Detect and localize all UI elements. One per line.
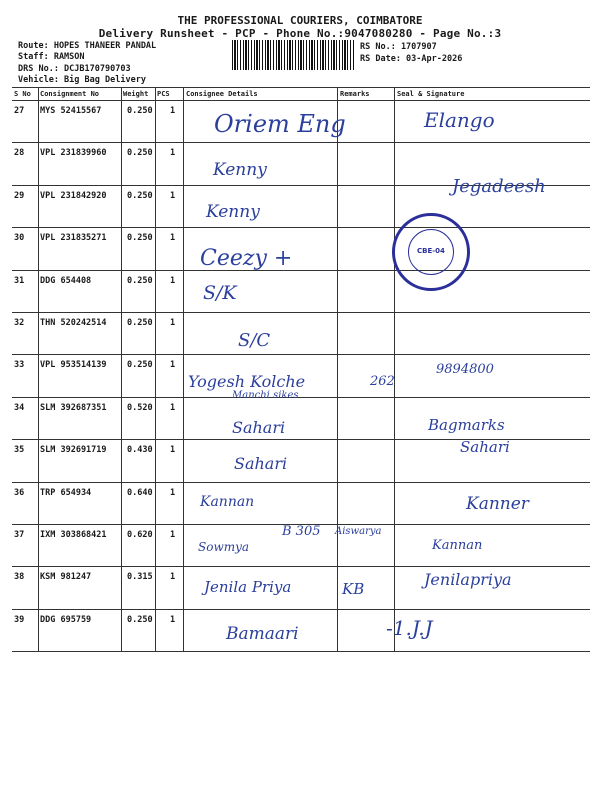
row-pcs: 1 bbox=[170, 106, 176, 116]
col-weight: Weight bbox=[123, 90, 149, 98]
handwriting-remark: 262 bbox=[370, 374, 395, 389]
row-weight: 0.250 bbox=[127, 360, 153, 371]
row-sno: 39 bbox=[14, 614, 25, 625]
runsheet-table bbox=[12, 87, 590, 651]
handwriting-signature: Kannan bbox=[432, 538, 483, 553]
drs-number: DRS No.: DCJB170790703 bbox=[18, 64, 131, 74]
col-consignee: Consignee Details bbox=[186, 90, 258, 98]
row-weight: 0.250 bbox=[127, 106, 153, 116]
col-pcs: PCS bbox=[157, 90, 170, 98]
row-consignment-number: SLM 392687351 bbox=[40, 402, 107, 413]
handwriting-consignee: Sahari bbox=[232, 418, 286, 437]
row-pcs: 1 bbox=[170, 275, 176, 286]
handwriting-remark: B 305 bbox=[282, 524, 321, 539]
table-row bbox=[12, 227, 590, 270]
row-pcs: 1 bbox=[170, 402, 176, 413]
runsheet-title: THE PROFESSIONAL COURIERS, COIMBATORE bbox=[177, 14, 423, 27]
row-sno: 29 bbox=[14, 190, 25, 201]
row-weight: 0.430 bbox=[127, 445, 153, 456]
vehicle-label: Vehicle: Big Bag Delivery bbox=[18, 75, 146, 85]
staff-label: Staff: RAMSON bbox=[18, 52, 85, 62]
row-pcs: 1 bbox=[170, 360, 176, 371]
rs-number: RS No.: 1707907 bbox=[360, 42, 437, 52]
handwriting-consignee: Oriem Eng bbox=[214, 110, 346, 138]
row-pcs: 1 bbox=[170, 487, 176, 498]
row-consignment-number: DDG 654408 bbox=[40, 275, 92, 286]
handwriting-consignee: Sowmya bbox=[198, 540, 250, 554]
row-consignment-number: TRP 654934 bbox=[40, 487, 92, 498]
row-pcs: 1 bbox=[170, 530, 176, 540]
row-weight: 0.315 bbox=[127, 572, 153, 583]
handwriting-consignee: Manchi sikes bbox=[232, 390, 299, 401]
row-sno: 36 bbox=[14, 487, 25, 498]
handwriting-signature: -1.J.J bbox=[386, 616, 433, 640]
handwriting-consignee: Jenila Priya bbox=[204, 578, 292, 596]
row-sno: 27 bbox=[14, 106, 25, 116]
handwriting-consignee: S/K bbox=[203, 282, 237, 304]
handwriting-signature: Jegadeesh bbox=[452, 176, 546, 197]
row-weight: 0.250 bbox=[127, 275, 153, 286]
row-pcs: 1 bbox=[170, 445, 176, 456]
row-consignment-number: MYS 52415567 bbox=[40, 106, 102, 116]
row-sno: 31 bbox=[14, 275, 25, 286]
handwriting-remark: KB bbox=[342, 580, 365, 598]
handwriting-signature: 9894800 bbox=[436, 362, 494, 377]
handwriting-consignee: Kenny bbox=[213, 160, 267, 180]
handwriting-consignee: Yogesh Kolche bbox=[188, 372, 306, 391]
handwriting-remark: Aiswarya bbox=[335, 526, 382, 537]
row-weight: 0.520 bbox=[127, 402, 153, 413]
row-weight: 0.250 bbox=[127, 190, 153, 201]
table-row bbox=[12, 270, 590, 313]
runsheet-subtitle: Delivery Runsheet - PCP - Phone No.:9047080280 - Page No.:3 bbox=[98, 27, 502, 40]
row-sno: 32 bbox=[14, 318, 25, 328]
handwriting-signature: Bagmarks bbox=[428, 416, 505, 434]
row-weight: 0.250 bbox=[127, 233, 153, 244]
route-label: Route: HOPES THANEER PANDAL bbox=[18, 41, 157, 51]
row-sno: 34 bbox=[14, 402, 25, 413]
row-sno: 30 bbox=[14, 233, 25, 244]
row-weight: 0.620 bbox=[127, 530, 153, 540]
col-seal-signature: Seal & Signature bbox=[397, 90, 465, 98]
table-row bbox=[12, 609, 590, 652]
handwriting-signature: Sahari bbox=[460, 438, 510, 456]
handwriting-consignee: S/C bbox=[238, 330, 271, 351]
row-consignment-number: SLM 392691719 bbox=[40, 445, 107, 456]
row-consignment-number: VPL 953514139 bbox=[40, 360, 107, 371]
row-consignment-number: VPL 231839960 bbox=[40, 148, 107, 159]
table-row bbox=[12, 312, 590, 355]
barcode-image bbox=[232, 40, 354, 70]
col-sno: S No bbox=[14, 90, 31, 98]
row-pcs: 1 bbox=[170, 148, 176, 159]
row-pcs: 1 bbox=[170, 572, 176, 583]
row-sno: 33 bbox=[14, 360, 25, 371]
row-sno: 35 bbox=[14, 445, 25, 456]
row-pcs: 1 bbox=[170, 233, 176, 244]
handwriting-consignee: Kenny bbox=[206, 202, 260, 222]
handwriting-consignee: Kannan bbox=[200, 494, 255, 510]
row-weight: 0.250 bbox=[127, 148, 153, 159]
handwriting-signature: Kanner bbox=[466, 494, 529, 514]
row-consignment-number: KSM 981247 bbox=[40, 572, 92, 583]
row-sno: 28 bbox=[14, 148, 25, 159]
handwriting-consignee: Ceezy + bbox=[200, 246, 293, 271]
row-consignment-number: THN 520242514 bbox=[40, 318, 107, 328]
row-consignment-number: VPL 231842920 bbox=[40, 190, 107, 201]
row-weight: 0.640 bbox=[127, 487, 153, 498]
handwriting-consignee: Sahari bbox=[234, 454, 288, 473]
col-remarks: Remarks bbox=[340, 90, 370, 98]
row-pcs: 1 bbox=[170, 190, 176, 201]
stamp-label: CBE-04 bbox=[417, 247, 445, 255]
handwriting-signature: Elango bbox=[424, 108, 495, 132]
company-seal-stamp bbox=[392, 213, 470, 291]
row-consignment-number: VPL 231835271 bbox=[40, 233, 107, 244]
row-sno: 37 bbox=[14, 530, 25, 540]
handwriting-signature: Jenilapriya bbox=[424, 570, 512, 589]
row-sno: 38 bbox=[14, 572, 25, 583]
col-consignment: Consignment No bbox=[40, 90, 100, 98]
row-pcs: 1 bbox=[170, 614, 176, 625]
handwriting-consignee: Bamaari bbox=[226, 624, 299, 644]
rs-date: RS Date: 03-Apr-2026 bbox=[360, 54, 463, 64]
row-weight: 0.250 bbox=[127, 614, 153, 625]
row-pcs: 1 bbox=[170, 318, 176, 328]
row-weight: 0.250 bbox=[127, 318, 153, 328]
row-consignment-number: IXM 303868421 bbox=[40, 530, 107, 540]
row-consignment-number: DDG 695759 bbox=[40, 614, 92, 625]
